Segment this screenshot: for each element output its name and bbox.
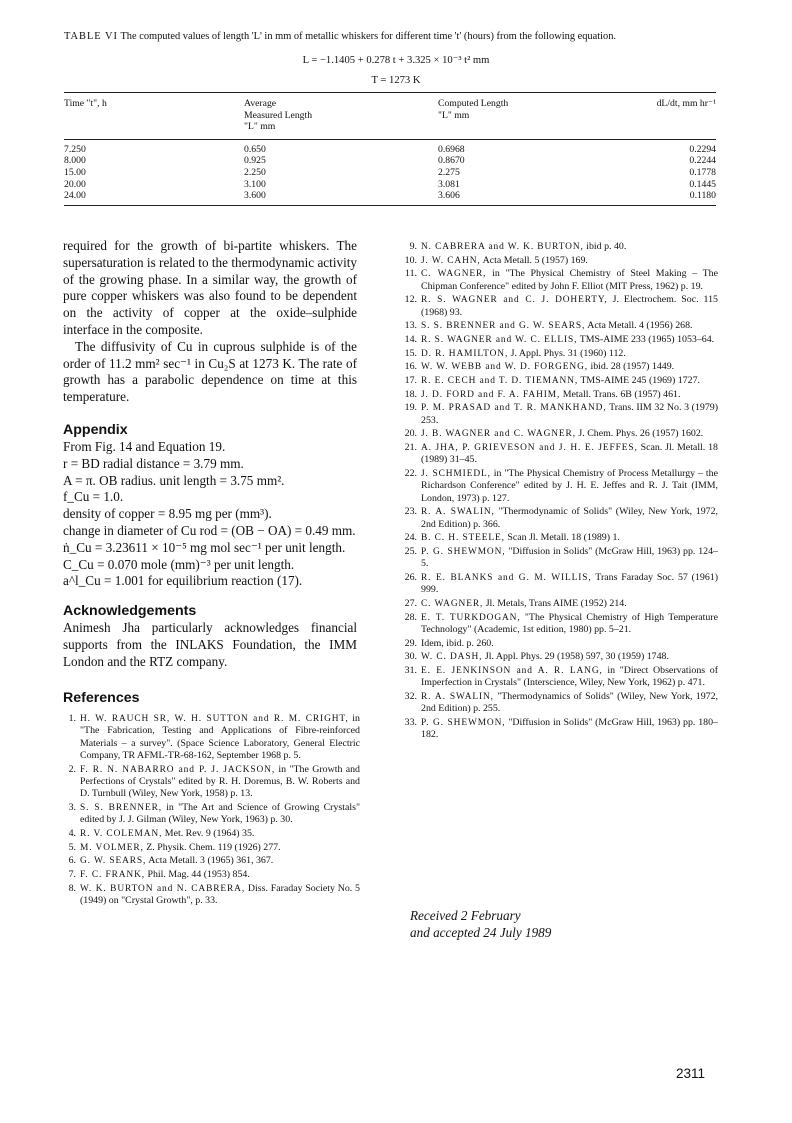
table-cell: 0.925: [244, 155, 266, 167]
data-table: [64, 92, 716, 206]
reference-number: 11.: [405, 268, 417, 280]
reference-authors: E. T. TURKDOGAN,: [421, 612, 521, 623]
reference-item: [404, 717, 718, 742]
table-cell: 0.2294: [689, 143, 716, 155]
reference-item: [404, 638, 718, 650]
reference-item: [404, 320, 718, 332]
reference-item: [404, 389, 718, 401]
table-cell: 3.606: [438, 190, 460, 202]
header-time: Time "t", h: [64, 98, 107, 109]
reference-details: in "The Art and Science of Growing Crystals" edited by J. J. Gilman (Wiley, New York, 1963) p. 30.: [80, 801, 361, 826]
appendix-line: ṅ_Cu = 3.23611 × 10⁻⁵ mg mol sec⁻¹ per unit length.: [63, 539, 346, 555]
reference-authors: H. W. RAUCH SR, W. H. SUTTON and R. M. CRIGHT,: [80, 714, 349, 724]
reference-item: [404, 334, 718, 346]
table-cell: 0.6968: [438, 143, 465, 155]
reference-details: Trans. IIM 32 No. 3 (1979) 253.: [421, 402, 718, 426]
table-cell: 2.250: [244, 166, 266, 178]
table-row: [64, 167, 716, 179]
reference-details: TMS-AIME 245 (1969) 1727.: [578, 375, 700, 387]
reference-details: "Thermodynamics of Solids" (Wiley, New York, 1972, 2nd Edition) p. 255.: [421, 691, 718, 715]
table-cell: 20.00: [64, 178, 86, 190]
reference-details: "Diffusion in Solids" (McGraw Hill, 1963) pp. 180–182.: [421, 717, 718, 741]
reference-number: 31.: [404, 665, 417, 677]
reference-number: 29.: [404, 637, 417, 649]
reference-authors: P. M. PRASAD and T. R. MANKHAND,: [421, 403, 607, 414]
reference-details: in "The Physical Chemistry of Process Metallurgy – the Richardson Conference" edited by J. H. E. Jeffes and R. J. Tait (IMM, London, 1973) p. 127.: [421, 468, 718, 504]
reference-item: [404, 241, 718, 253]
reference-number: 4.: [68, 827, 76, 839]
reference-number: 33.: [404, 717, 417, 729]
reference-authors: R. E. BLANKS and G. M. WILLIS,: [421, 573, 592, 584]
reference-item: [404, 665, 718, 690]
reference-authors: R. S. WAGNER and C. J. DOHERTY,: [421, 295, 608, 306]
table-row: [64, 139, 716, 155]
appendix-line: From Fig. 14 and Equation 19.: [63, 438, 226, 454]
reference-details: Scan Jl. Metall. 18 (1989) 1.: [504, 532, 620, 544]
table-cell: 24.00: [64, 190, 86, 202]
reference-details: Jl. Metals, Trans AIME (1952) 214.: [483, 598, 627, 610]
acknowledgements-text: Animesh Jha particularly acknowledges financial supports from the INLAKS Foundation, the IMM London and the RTZ company.: [63, 620, 357, 669]
reference-number: 17.: [404, 375, 417, 387]
accepted-line: and accepted 24 July 1989: [410, 925, 552, 940]
reference-details: Acta Metall. 5 (1957) 169.: [480, 254, 588, 266]
appendix-line: change in diameter of Cu rod = (OB − OA) = 0.49 mm.: [63, 522, 356, 538]
reference-details: Idem, ibid. p. 260.: [421, 637, 494, 649]
reference-number: 7.: [68, 868, 76, 880]
reference-item: [404, 572, 718, 597]
reference-authors: W. K. BURTON and N. CABRERA,: [80, 883, 246, 894]
reference-details: Trans Faraday Soc. 57 (1961) 999.: [421, 572, 719, 596]
table-label: TABLE VI: [64, 31, 119, 42]
reference-number: 28.: [404, 611, 417, 623]
reference-number: 10.: [404, 254, 417, 266]
reference-item: [63, 883, 360, 908]
table-temperature: T = 1273 K: [371, 75, 421, 86]
reference-authors: J. D. FORD and F. A. FAHIM,: [421, 389, 561, 400]
table-caption: [64, 30, 754, 44]
reference-item: [63, 713, 360, 762]
reference-details: in "The Fabrication, Testing and Applications of Fibre-reinforced Materials – a survey". (Space Science Laboratory, General Electric Company, TR AFML-TR-68-162, September 1968 p. 5.: [80, 713, 360, 761]
reference-authors: J. B. WAGNER and C. WAGNER,: [421, 429, 576, 440]
reference-details: ibid. 28 (1957) 1449.: [588, 361, 675, 373]
reference-details: J. Chem. Phys. 26 (1957) 1602.: [575, 428, 704, 440]
references-list-left: [63, 713, 360, 909]
reference-authors: F. C. FRANK,: [80, 869, 146, 880]
reference-details: Acta Metall. 3 (1965) 361, 367.: [146, 855, 274, 867]
reference-number: 1.: [68, 713, 76, 724]
reference-number: 27.: [404, 598, 417, 610]
reference-authors: B. C. H. STEELE,: [421, 533, 505, 544]
reference-details: "Diffusion in Solids" (McGraw Hill, 1963) pp. 124–5.: [421, 546, 718, 570]
reference-number: 8.: [68, 882, 76, 894]
appendix-body: [63, 439, 357, 590]
reference-details: Metall. Trans. 6B (1957) 461.: [560, 388, 681, 400]
reference-item: [404, 361, 718, 373]
reference-authors: M. VOLMER,: [80, 842, 144, 853]
reference-item: [63, 802, 360, 827]
table-row: [64, 179, 716, 191]
reference-number: 18.: [404, 388, 417, 400]
references-heading: References: [63, 689, 140, 706]
reference-number: 14.: [404, 334, 417, 346]
reference-number: 5.: [68, 841, 76, 853]
table-row: [64, 190, 716, 205]
reference-details: Phil. Mag. 44 (1953) 854.: [145, 868, 250, 880]
reference-item: [404, 546, 718, 571]
reference-item: [404, 691, 718, 716]
reference-authors: R. S. WAGNER and W. C. ELLIS,: [421, 335, 578, 346]
reference-details: Scan. Jl. Metall. 18 (1989) 31–45.: [421, 442, 718, 466]
reference-number: 21.: [404, 442, 417, 454]
appendix-line: density of copper = 8.95 mg per (mm³).: [63, 506, 272, 522]
table-cell: 2.275: [438, 166, 460, 178]
appendix-heading: Appendix: [63, 421, 128, 438]
reference-number: 24.: [404, 532, 417, 544]
reference-item: [63, 828, 360, 840]
reference-authors: N. CABRERA and W. K. BURTON,: [421, 242, 584, 252]
reference-authors: P. G. SHEWMON,: [421, 547, 506, 558]
reference-number: 30.: [404, 651, 417, 663]
reference-item: [404, 612, 718, 637]
table-cell: 3.600: [244, 190, 266, 202]
reference-authors: R. A. SWALIN,: [421, 507, 495, 518]
table-cell: 0.1180: [689, 190, 716, 202]
reference-number: 16.: [404, 361, 417, 373]
reference-item: [404, 506, 718, 531]
reference-number: 9.: [409, 241, 417, 252]
page-number: 2311: [676, 1066, 706, 1081]
reference-details: Met. Rev. 9 (1964) 35.: [162, 827, 255, 839]
acknowledgements-heading: Acknowledgements: [63, 603, 197, 620]
reference-details: Acta Metall. 4 (1956) 268.: [585, 320, 693, 332]
reference-details: "The Physical Chemistry of High Temperature Technology" (Academic, 1st edition, 1980) pp. 5–21.: [421, 611, 718, 636]
reference-item: [404, 428, 718, 440]
reference-details: in "The Physical Chemistry of Steel Making – The Chipman Conference" edited by John F. Elliot (MIT Press, 1962) p. 19.: [421, 268, 718, 292]
reference-number: 19.: [404, 402, 417, 414]
references-list-right: [404, 241, 718, 743]
reference-number: 26.: [404, 572, 417, 584]
table-cell: 0.8670: [438, 155, 465, 167]
reference-authors: S. S. BRENNER and G. W. SEARS,: [421, 321, 586, 332]
reference-number: 20.: [404, 428, 417, 440]
reference-authors: F. R. N. NABARRO and P. J. JACKSON,: [80, 764, 276, 775]
reference-details: Diss. Faraday Society No. 5 (1949) on "Crystal Growth", p. 33.: [80, 882, 360, 906]
table-cell: 0.1778: [689, 166, 716, 178]
appendix-line: f_Cu = 1.0.: [63, 489, 124, 505]
table-header-row: [64, 93, 716, 140]
table-cell: 0.650: [244, 143, 266, 155]
reference-authors: E. E. JENKINSON and A. R. LANG,: [421, 666, 603, 677]
received-line: Received 2 February: [410, 908, 521, 923]
reference-details: Jl. Appl. Phys. 29 (1958) 597, 30 (1959) 1748.: [482, 651, 669, 663]
body-paragraph: The diffusivity of Cu in cuprous sulphide is of the order of 11.2 mm² sec⁻¹ in Cu₂S at 1273 K. The rate of growth has a parabolic dependence on time at this temperature.: [63, 338, 357, 405]
reference-item: [404, 255, 718, 267]
header-computed-length: Computed Length "L" mm: [438, 98, 509, 121]
reference-details: ibid p. 40.: [583, 241, 627, 252]
reference-item: [404, 651, 718, 663]
reference-authors: C. WAGNER,: [421, 599, 484, 610]
table-cell: 0.1445: [689, 178, 716, 190]
reference-number: 6.: [68, 855, 76, 867]
reference-details: J. Appl. Phys. 31 (1960) 112.: [508, 347, 626, 359]
reference-item: [404, 598, 718, 610]
reference-item: [63, 764, 360, 801]
table-cell: 8.000: [64, 155, 86, 167]
reference-authors: J. SCHMIEDL,: [421, 469, 491, 480]
received-dates: [410, 907, 551, 941]
reference-details: in "The Growth and Perfections of Crystals" edited by R. H. Doremus, B. W. Roberts and D. Turnbull (Wiley, New York, 1958) p. 13.: [80, 763, 360, 800]
reference-item: [404, 268, 718, 293]
reference-authors: A. JHA, P. GRIEVESON and J. H. E. JEFFES,: [421, 443, 638, 454]
table-caption-text: The computed values of length 'L' in mm of metallic whiskers for different time 't' (hours) from the following equation.: [120, 31, 616, 42]
reference-item: [404, 402, 718, 427]
appendix-line: C_Cu = 0.070 mole (mm)⁻³ per unit length.: [63, 556, 295, 572]
reference-number: 12.: [404, 294, 417, 306]
reference-number: 13.: [404, 320, 417, 332]
reference-authors: W. C. DASH,: [421, 652, 483, 663]
reference-number: 22.: [404, 468, 417, 480]
table-body: [64, 139, 716, 205]
table-cell: 15.00: [64, 166, 86, 178]
reference-item: [404, 532, 718, 544]
reference-authors: R. E. CECH and T. D. TIEMANN,: [421, 376, 579, 387]
reference-number: 25.: [404, 546, 417, 558]
reference-authors: C. WAGNER,: [421, 269, 487, 280]
reference-details: in "Direct Observations of Imperfection in Crystals" (Interscience, Wiley, New York, 1962) p. 471.: [421, 665, 718, 689]
reference-item: [404, 468, 718, 505]
table-equation: L = −1.1405 + 0.278 t + 3.325 × 10⁻³ t² mm: [302, 55, 490, 66]
reference-authors: W. W. WEBB and W. D. FORGENG,: [421, 362, 588, 373]
reference-number: 15.: [404, 347, 417, 359]
reference-authors: P. G. SHEWMON,: [421, 718, 506, 729]
reference-number: 3.: [68, 801, 76, 813]
header-measured-length: Average Measured Length "L" mm: [244, 98, 313, 133]
table-cell: 7.250: [64, 143, 86, 155]
header-rate: dL/dt, mm hr⁻¹: [656, 98, 716, 109]
reference-authors: D. R. HAMILTON,: [421, 348, 509, 359]
reference-authors: G. W. SEARS,: [80, 856, 147, 867]
reference-details: Z. Physik. Chem. 119 (1926) 277.: [143, 841, 281, 853]
reference-details: J. Electrochem. Soc. 115 (1968) 93.: [421, 294, 718, 318]
left-column: [63, 238, 357, 707]
reference-item: [404, 442, 718, 467]
reference-item: [63, 842, 360, 854]
reference-authors: J. W. CAHN,: [421, 255, 481, 266]
reference-item: [63, 869, 360, 881]
reference-item: [404, 375, 718, 387]
reference-number: 32.: [404, 691, 417, 703]
body-paragraph: required for the growth of bi-partite whiskers. The supersaturation is related to the thermodynamic activity of the growing phase. In a similar way, the growth of pure copper whiskers was also found to be dependent on the activity of copper at the oxide–sulphide interface in the composite.: [63, 238, 357, 337]
reference-number: 23.: [404, 506, 417, 518]
appendix-line: A = π. OB radius. unit length = 3.75 mm².: [63, 472, 285, 488]
reference-details: "Thermodynamic of Solids" (Wiley, New York, 1972, 2nd Edition) p. 366.: [421, 506, 718, 530]
reference-authors: S. S. BRENNER,: [80, 802, 162, 813]
table-row: [64, 155, 716, 167]
table-cell: 3.100: [244, 178, 266, 190]
reference-item: [404, 348, 718, 360]
table-cell: 0.2244: [689, 155, 716, 167]
table-cell: 3.081: [438, 178, 460, 190]
reference-details: TMS-AIME 233 (1965) 1053–64.: [577, 334, 715, 346]
reference-item: [404, 294, 718, 319]
reference-authors: R. V. COLEMAN,: [80, 828, 163, 839]
appendix-line: r = BD radial distance = 3.79 mm.: [63, 455, 244, 471]
reference-item: [63, 855, 360, 867]
appendix-line: a^l_Cu = 1.001 for equilibrium reaction (17).: [63, 573, 303, 589]
reference-number: 2.: [68, 763, 76, 775]
reference-authors: R. A. SWALIN,: [421, 692, 494, 703]
